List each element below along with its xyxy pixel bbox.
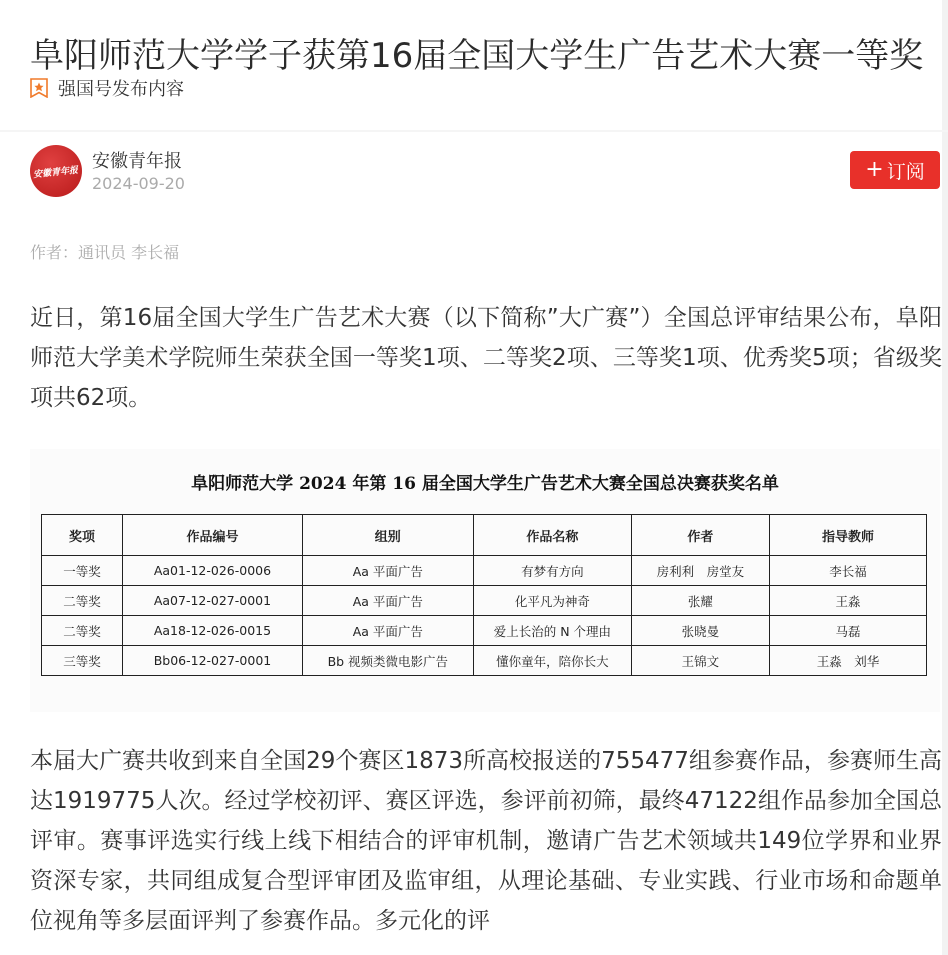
header-category: 组别 [302, 515, 473, 556]
subscribe-label: 订阅 [886, 160, 925, 183]
cell-work-id: Aa01-12-026-0006 [123, 556, 303, 586]
article-byline: 作者：通讯员 李长福 [30, 243, 180, 262]
cell-work-name: 有梦有方向 [473, 556, 631, 586]
award-table-title: 阜阳师范大学 2024 年第 16 届全国大学生广告艺术大赛全国总决赛获奖名单 [191, 474, 779, 494]
cell-category: Aa 平面广告 [302, 586, 473, 616]
source-line [30, 76, 184, 100]
cell-work-name: 懂你童年，陪你长大 [473, 646, 631, 676]
scrollbar-track[interactable] [942, 0, 948, 955]
publish-date: 2024-09-20 [92, 174, 185, 193]
cell-award: 三等奖 [42, 646, 123, 676]
header-advisor: 指导教师 [769, 515, 926, 556]
cell-category: Aa 平面广告 [302, 556, 473, 586]
article-title: 阜阳师范大学学子获第16届全国大学生广告艺术大赛一等奖 [30, 35, 924, 76]
cell-advisor: 马磊 [769, 616, 926, 646]
award-table [41, 514, 927, 676]
article-paragraph-1: 近日，第16届全国大学生广告艺术大赛（以下简称”大广赛”）全国总评审结果公布，阜阳师范大学美术学院师生荣获全国一等奖1项、二等奖2项、三等奖1项、优秀奖5项；省级奖项共62项。 [30, 305, 942, 411]
table-row [42, 616, 927, 646]
author-name[interactable]: 安徽青年报 [92, 151, 182, 172]
cell-award: 二等奖 [42, 586, 123, 616]
cell-category: Bb 视频类微电影广告 [302, 646, 473, 676]
cell-award: 二等奖 [42, 616, 123, 646]
cell-advisor: 王淼 刘华 [769, 646, 926, 676]
table-row [42, 646, 927, 676]
table-header-row [42, 515, 927, 556]
cell-advisor: 李长福 [769, 556, 926, 586]
cell-work-id: Aa18-12-026-0015 [123, 616, 303, 646]
header-work-name: 作品名称 [473, 515, 631, 556]
cell-advisor: 王淼 [769, 586, 926, 616]
cell-author: 房利利 房堂友 [631, 556, 769, 586]
article-paragraph-2: 本届大广赛共收到来自全国29个赛区1873所高校报送的755477组参赛作品，参赛师生高达1919775人次。经过学校初评、赛区评选，参评前初筛，最终47122组作品参加全国总评审。赛事评选实行线上线下相结合的评审机制，邀请广告艺术领域共149位学界和业界资深专家，共同组成复合型评审团及监审组，从理论基础、专业实践、行业市场和命题单位视角等多层面评判了参赛作品。多元化的评 [30, 748, 942, 934]
header-author: 作者 [631, 515, 769, 556]
table-row [42, 586, 927, 616]
cell-author: 张晓曼 [631, 616, 769, 646]
award-table-image[interactable] [30, 449, 940, 712]
cell-author: 张耀 [631, 586, 769, 616]
header-award: 奖项 [42, 515, 123, 556]
divider [0, 130, 948, 132]
award-table-canvas [30, 449, 940, 712]
plus-icon: + [865, 157, 884, 182]
cell-work-name: 爱上长治的 N 个理由 [473, 616, 631, 646]
cell-category: Aa 平面广告 [302, 616, 473, 646]
cell-work-id: Aa07-12-027-0001 [123, 586, 303, 616]
star-bookmark-icon [30, 78, 48, 98]
avatar-text: 安徽青年报 [33, 165, 80, 180]
header-work-id: 作品编号 [123, 515, 303, 556]
cell-work-id: Bb06-12-027-0001 [123, 646, 303, 676]
cell-work-name: 化平凡为神奇 [473, 586, 631, 616]
cell-award: 一等奖 [42, 556, 123, 586]
cell-author: 王锦文 [631, 646, 769, 676]
subscribe-button[interactable] [850, 151, 940, 189]
source-label: 强国号发布内容 [58, 79, 184, 100]
table-row [42, 556, 927, 586]
author-avatar[interactable] [30, 145, 82, 197]
